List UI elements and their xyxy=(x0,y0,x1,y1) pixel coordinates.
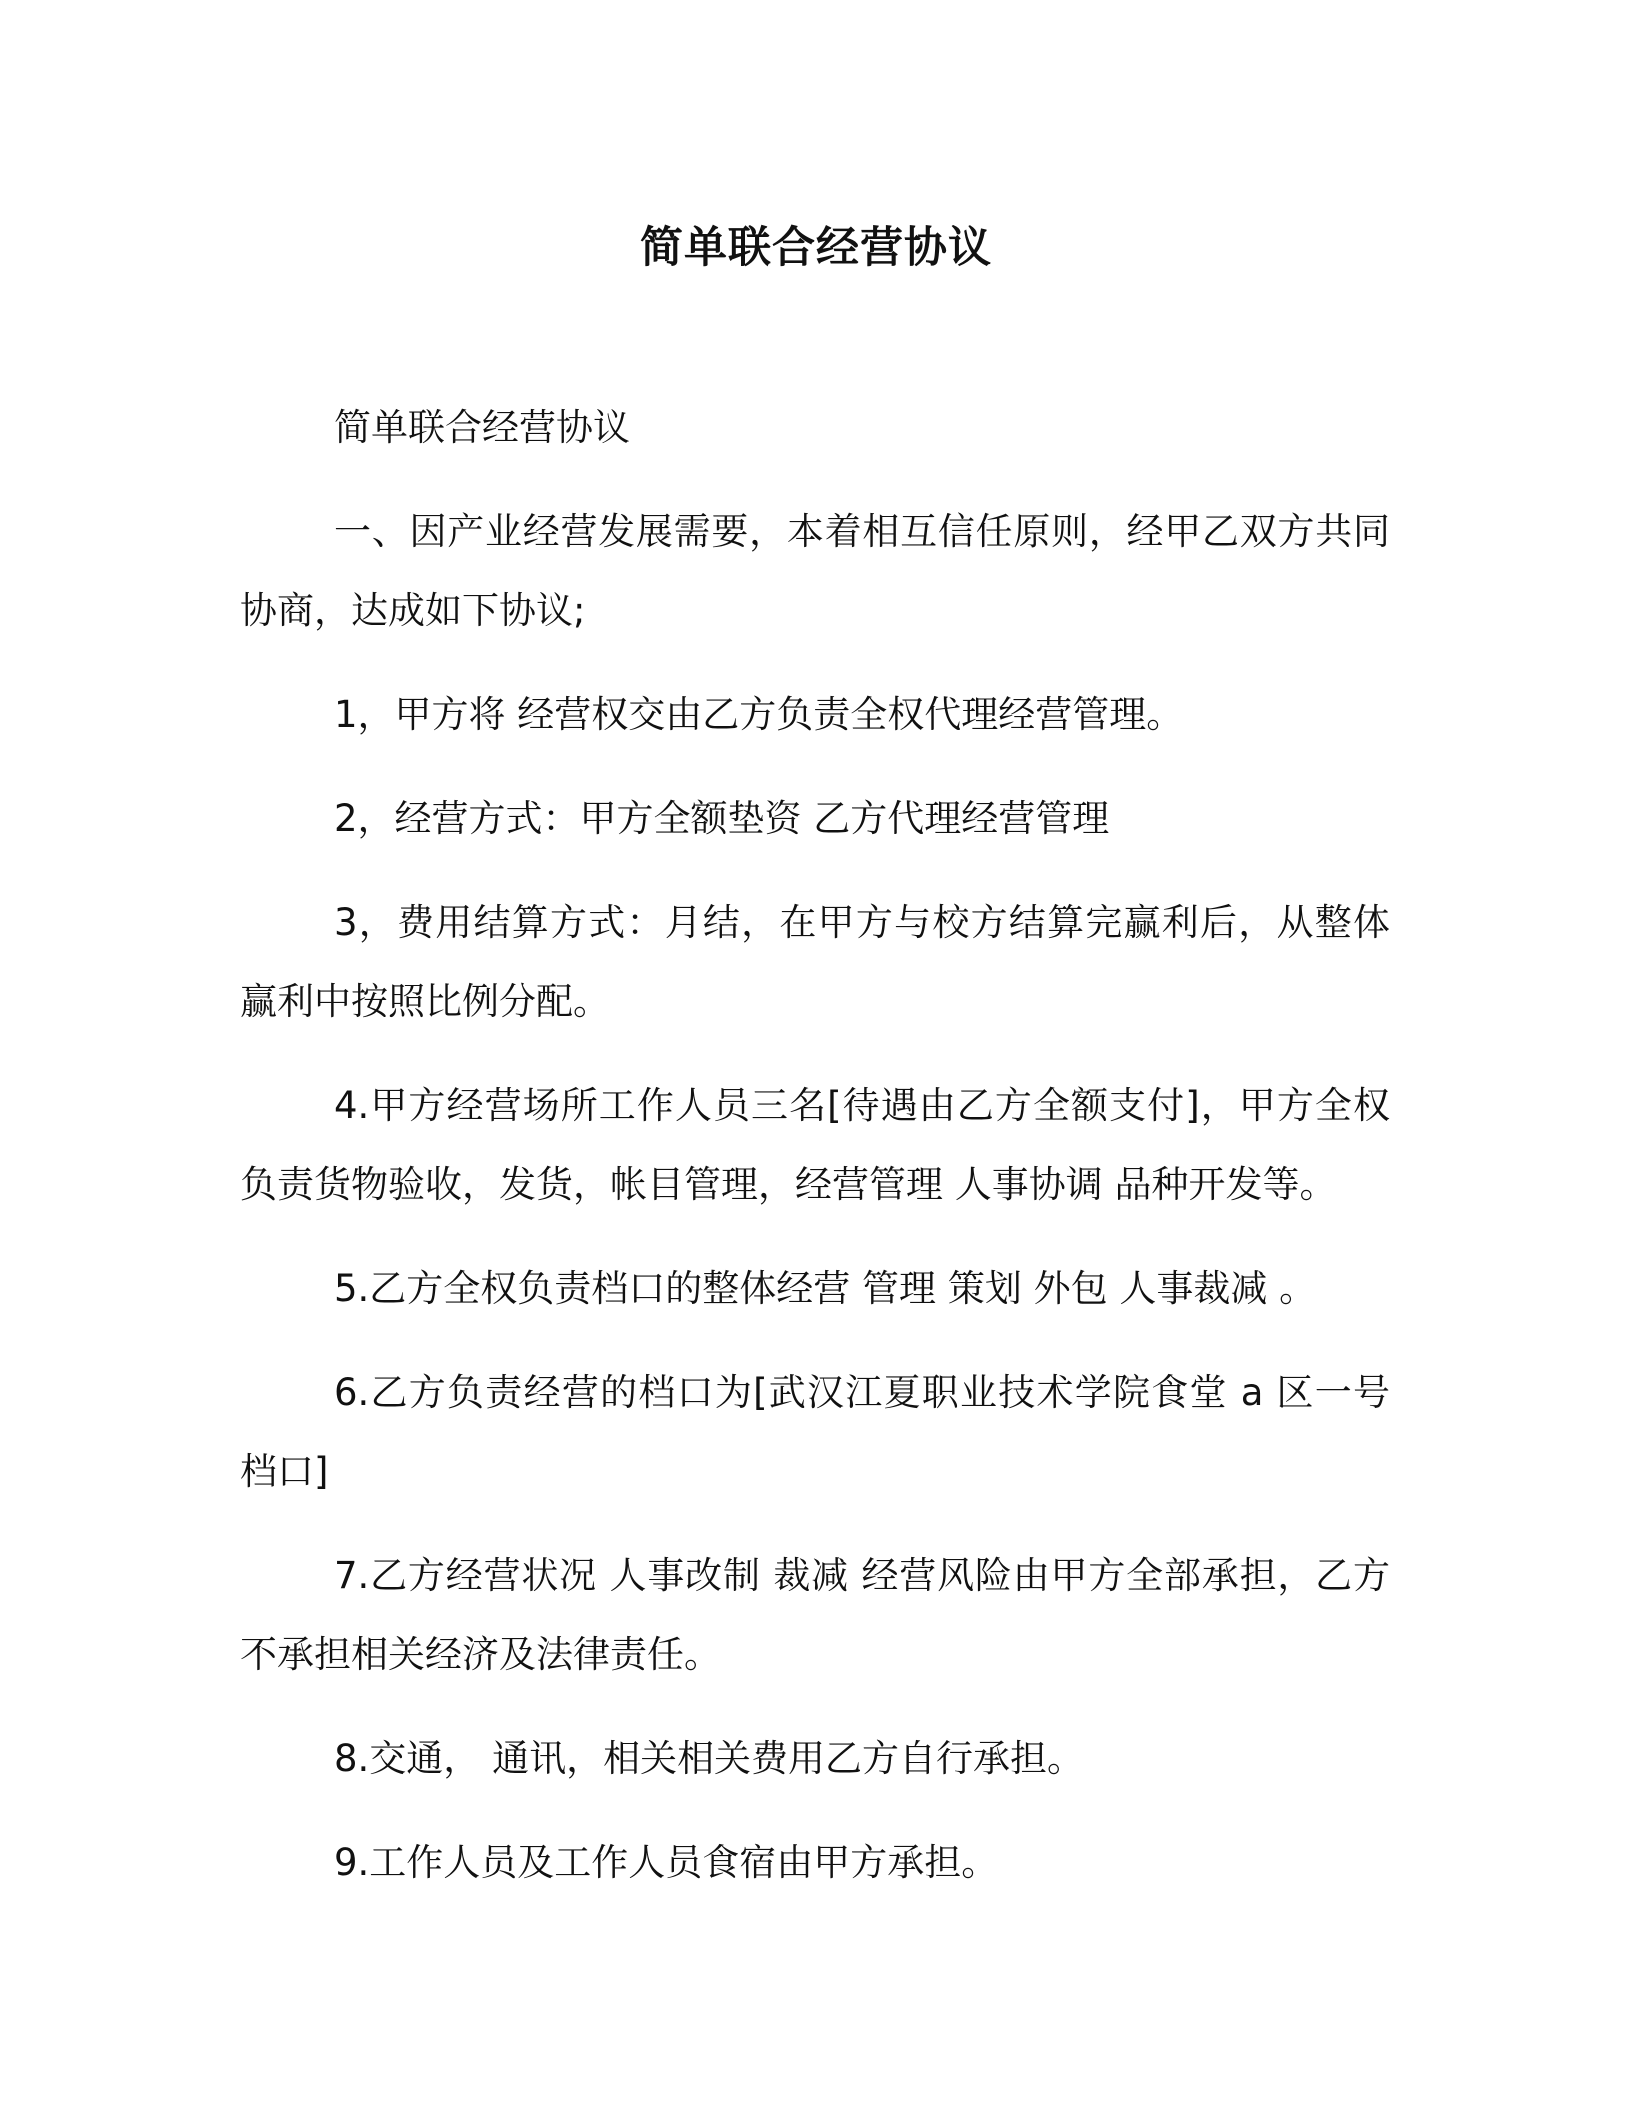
paragraph-clause-5: 5.乙方全权负责档口的整体经营 管理 策划 外包 人事裁减 。 xyxy=(334,1267,1317,1310)
paragraph-intro: 一、因产业经营发展需要，本着相互信任原则，经甲乙双方共同协商，达成如下协议; xyxy=(240,510,1390,632)
paragraph-clause-7: 7.乙方经营状况 人事改制 裁减 经营风险由甲方全部承担，乙方不承担相关经济及法律责任。 xyxy=(240,1554,1390,1676)
paragraph-clause-9: 9.工作人员及工作人员食宿由甲方承担。 xyxy=(334,1841,999,1884)
paragraph-clause-8: 8.交通， 通讯，相关相关费用乙方自行承担。 xyxy=(334,1737,1085,1780)
paragraph-clause-4: 4.甲方经营场所工作人员三名[待遇由乙方全额支付]，甲方全权负责货物验收，发货，帐目管理，经营管理 人事协调 品种开发等。 xyxy=(240,1084,1390,1206)
paragraph-clause-2: 2，经营方式：甲方全额垫资 乙方代理经营管理 xyxy=(334,797,1110,840)
paragraph-heading: 简单联合经营协议 xyxy=(334,406,630,449)
paragraph-clause-6: 6.乙方负责经营的档口为[武汉江夏职业技术学院食堂 a 区一号档口] xyxy=(240,1371,1390,1493)
document-title: 简单联合经营协议 xyxy=(640,223,992,273)
paragraph-clause-1: 1，甲方将 经营权交由乙方负责全权代理经营管理。 xyxy=(334,693,1184,736)
paragraph-clause-3: 3，费用结算方式：月结，在甲方与校方结算完赢利后，从整体赢利中按照比例分配。 xyxy=(240,901,1390,1023)
document-body xyxy=(240,388,1390,1927)
